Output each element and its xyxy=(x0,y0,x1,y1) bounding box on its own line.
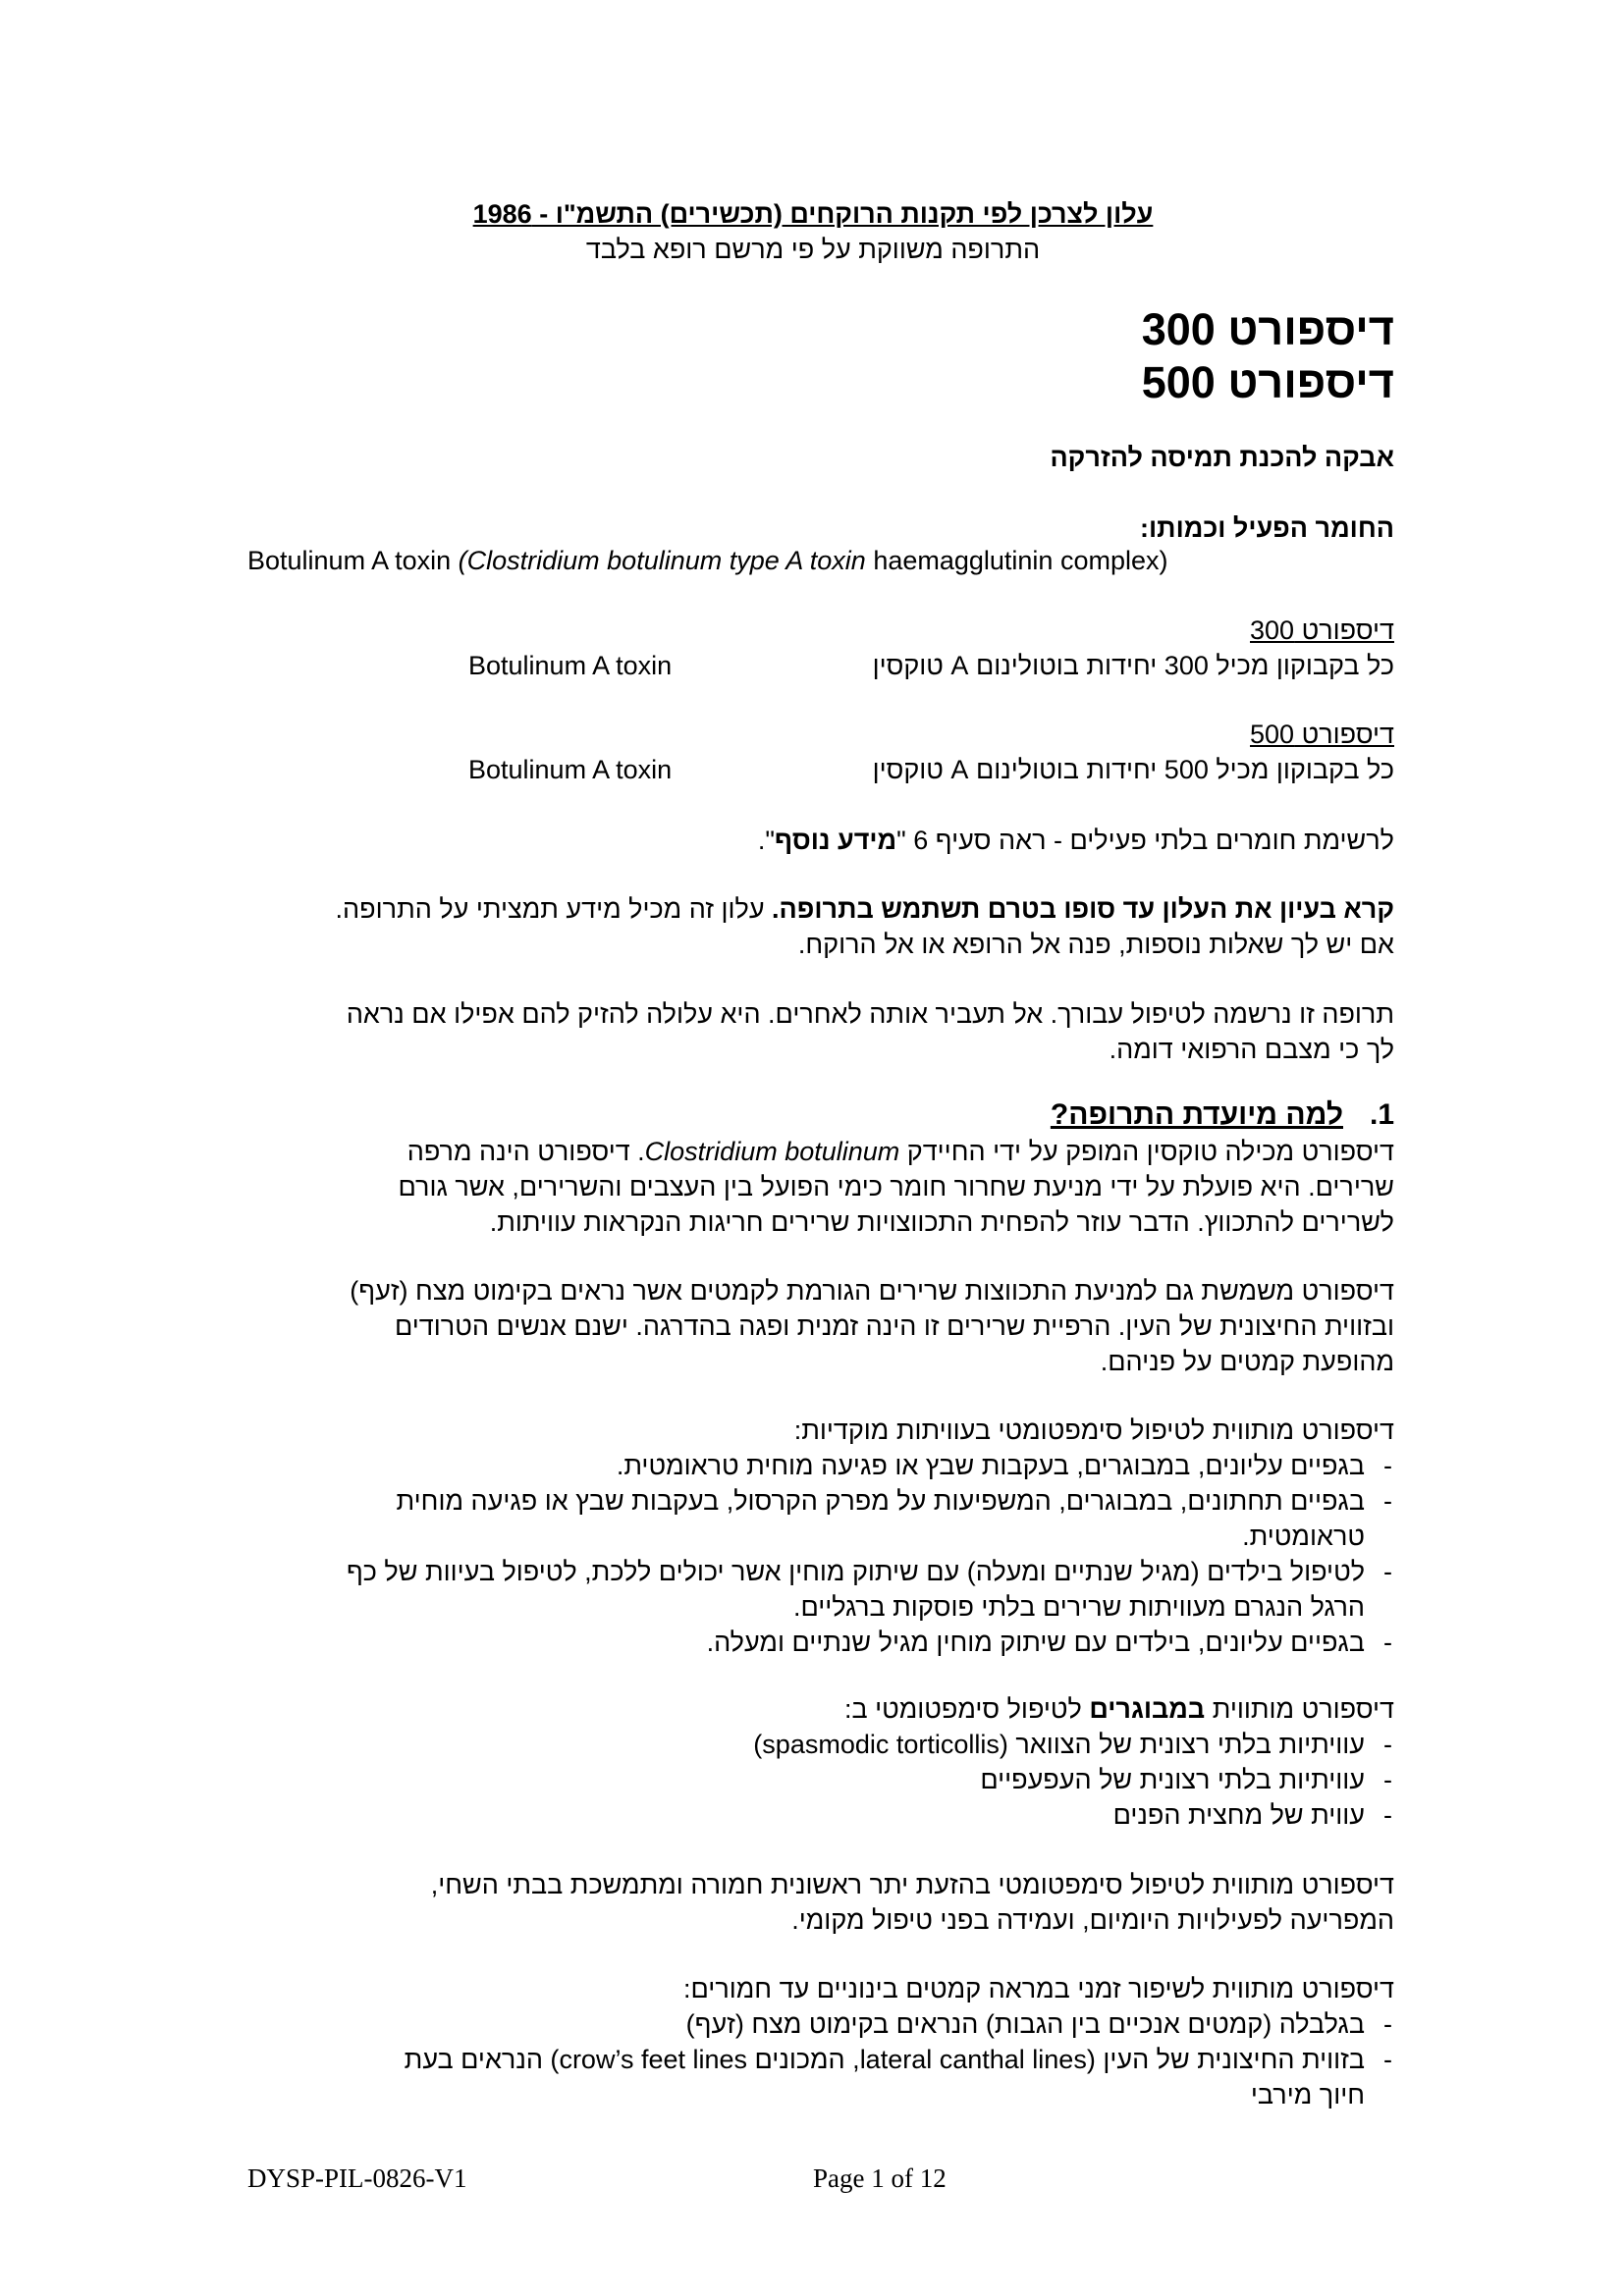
strength-500-heading: דיספורט 500 xyxy=(1250,720,1394,749)
dosage-form: אבקה להכנת תמיסה להזרקה xyxy=(1050,443,1394,472)
adults-indication-list xyxy=(753,1727,1394,1833)
adults-intro-text-a: דיספורט מותווית xyxy=(1205,1694,1394,1724)
list-item xyxy=(405,2006,1394,2042)
para1-line1 xyxy=(407,1134,1394,1169)
inactive-note-text: לרשימת חומרים בלתי פעילים - ראה סעיף 6 " xyxy=(896,826,1394,855)
strength-300-english: Botulinum A toxin xyxy=(468,651,673,680)
para1-line2: שרירים. היא פועלת על ידי מניעת שחרור חומר כימי הפועל בין העצבים והשרירים, אשר גורם xyxy=(398,1172,1394,1201)
list-item xyxy=(753,1727,1394,1762)
list-item xyxy=(753,1762,1394,1797)
inactive-note-end: ". xyxy=(757,826,775,855)
document-code: DYSP-PIL-0826-V1 xyxy=(247,2163,467,2193)
active-ingredient-line xyxy=(247,543,1167,578)
list-item-text: עוויתיות בלתי רצונית של העפעפיים xyxy=(980,1765,1365,1794)
list-item-text: בזווית החיצונית של העין (lateral canthal lines, המכונים crow’s feet lines) הנראים בעת xyxy=(404,2045,1365,2074)
para1-text-b: . דיספורט הינה מרפה xyxy=(406,1137,645,1166)
list-item-text: חיוך מירבי xyxy=(1250,2080,1365,2109)
para2-line2: ובזווית החיצונית של העין. הרפיית שרירים זו הינה זמנית ופגה בהדרגה. ישנם אנשים הטרודים xyxy=(395,1311,1394,1341)
inactive-note-ref: מידע נוסף xyxy=(774,826,897,855)
adults-intro-text-b: לטיפול סימפטומטי ב: xyxy=(843,1694,1090,1724)
list-item-text: עווית של מחצית הפנים xyxy=(1112,1800,1365,1830)
list-item-text: בגלבלה (קמטים אנכיים בין הגבות) הנראים בקימוט מצח (זעף) xyxy=(685,2009,1365,2039)
active-ingredient-name: Botulinum A toxin xyxy=(247,546,459,575)
list-item-text: לטיפול בילדים (מגיל שנתיים ומעלה) עם שיתוק מוחין אשר יכולים ללכת, לטיפול בעיוות של כף xyxy=(346,1557,1365,1586)
para2-line1: דיספורט משמשת גם למניעת התכווצות שרירים הגורמת לקמטים אשר נראים בקימוט מצח (זעף) xyxy=(350,1276,1394,1306)
read-leaflet-note xyxy=(336,891,1394,927)
bacterium-name: Clostridium botulinum xyxy=(644,1137,900,1166)
adults-intro-bold: במבוגרים xyxy=(1089,1694,1206,1724)
prescription-only-note: התרופה משווקת על פי מרשם רופא בלבד xyxy=(585,235,1041,264)
active-ingredient-label: החומר הפעיל וכמותו: xyxy=(1140,513,1394,543)
wrinkles-intro: דיספורט מותווית לשיפור זמני במראה קמטים בינוניים עד חמורים: xyxy=(683,1974,1394,2003)
active-ingredient-source: (Clostridium botulinum type A toxin xyxy=(458,546,866,575)
active-ingredient-complex: haemagglutinin complex) xyxy=(865,546,1168,575)
adults-indication-intro xyxy=(844,1691,1394,1727)
section-title: למה מיועדת התרופה? xyxy=(1050,1098,1343,1131)
list-item-text: בגפיים עליונים, במבוגרים, בעקבות שבץ או פגיעה מוחית טראומטית. xyxy=(616,1451,1365,1480)
product-name-300: דיספורט 300 xyxy=(1141,304,1394,354)
list-item xyxy=(753,1797,1394,1833)
list-item-text: עוויתיות בלתי רצונית של הצוואר (spasmodic torticollis) xyxy=(753,1730,1365,1759)
list-item xyxy=(347,1554,1394,1625)
para1-line3: לשרירים להתכווץ. הדבר עוזר להפחית התכווצויות שרירים חריגות הנקראות עוויתות. xyxy=(489,1207,1394,1237)
list-item xyxy=(347,1483,1394,1554)
prescribed-note-line2: לך כי מצבם הרפואי דומה. xyxy=(1109,1035,1394,1064)
list-item xyxy=(347,1448,1394,1483)
strength-300-heading: דיספורט 300 xyxy=(1250,615,1394,645)
list-item-text: טראומטית. xyxy=(1242,1522,1365,1551)
hyperhidrosis-line1: דיספורט מותווית לטיפול סימפטומטי בהזעת יתר ראשונית חמורה ומתמשכת בבתי השחי, xyxy=(430,1870,1394,1899)
strength-500-content: כל בקבוקון מכיל 500 יחידות בוטולינום A טוקסין xyxy=(872,755,1394,784)
leaflet-regulation-title: עלון לצרכן לפי תקנות הרוקחים (תכשירים) התשמ"ו - 1986 xyxy=(472,199,1154,229)
focal-spasticity-list xyxy=(347,1448,1394,1660)
list-item-text: בגפיים תחתונים, במבוגרים, המשפיעות על מפרק הקרסול, בעקבות שבץ או פגיעה מוחית xyxy=(396,1486,1365,1516)
para1-text-a: דיספורט מכילה טוקסין המופק על ידי החיידק xyxy=(899,1137,1394,1166)
hyperhidrosis-line2: המפריעה לפעילויות היומיום, ועמידה בפני טיפול מקומי. xyxy=(791,1905,1394,1935)
list-item xyxy=(405,2042,1394,2112)
product-name-500: דיספורט 500 xyxy=(1141,357,1394,407)
focal-spasticity-intro: דיספורט מותווית לטיפול סימפטומטי בעוויתות מוקדיות: xyxy=(793,1415,1394,1445)
strength-500-english: Botulinum A toxin xyxy=(468,755,673,784)
list-item-text: הרגל הנגרם מעוויתות שרירים בלתי פוסקות ברגליים. xyxy=(792,1592,1365,1622)
section-number: 1. xyxy=(1369,1098,1394,1131)
questions-note: אם יש לך שאלות נוספות, פנה אל הרופא או אל הרוקח. xyxy=(797,930,1394,959)
read-note-bold: קרא בעיון את העלון עד סופו בטרם תשתמש בתרופה. xyxy=(772,894,1394,924)
strength-300-content: כל בקבוקון מכיל 300 יחידות בוטולינום A טוקסין xyxy=(872,651,1394,680)
prescribed-note-line1: תרופה זו נרשמה לטיפול עבורך. אל תעביר אותה לאחרים. היא עלולה להזיק להם אפילו אם נראה xyxy=(346,999,1394,1029)
section-1-heading xyxy=(1001,1097,1394,1135)
read-note-rest: עלון זה מכיל מידע תמציתי על התרופה. xyxy=(335,894,773,924)
page-number: Page 1 of 12 xyxy=(813,2163,947,2193)
inactive-ingredients-note xyxy=(758,823,1394,858)
list-item xyxy=(347,1625,1394,1660)
wrinkles-list xyxy=(405,2006,1394,2112)
list-item-text: בגפיים עליונים, בילדים עם שיתוק מוחין מגיל שנתיים ומעלה. xyxy=(706,1628,1365,1657)
para2-line3: מהופעת קמטים על פניהם. xyxy=(1100,1347,1394,1376)
